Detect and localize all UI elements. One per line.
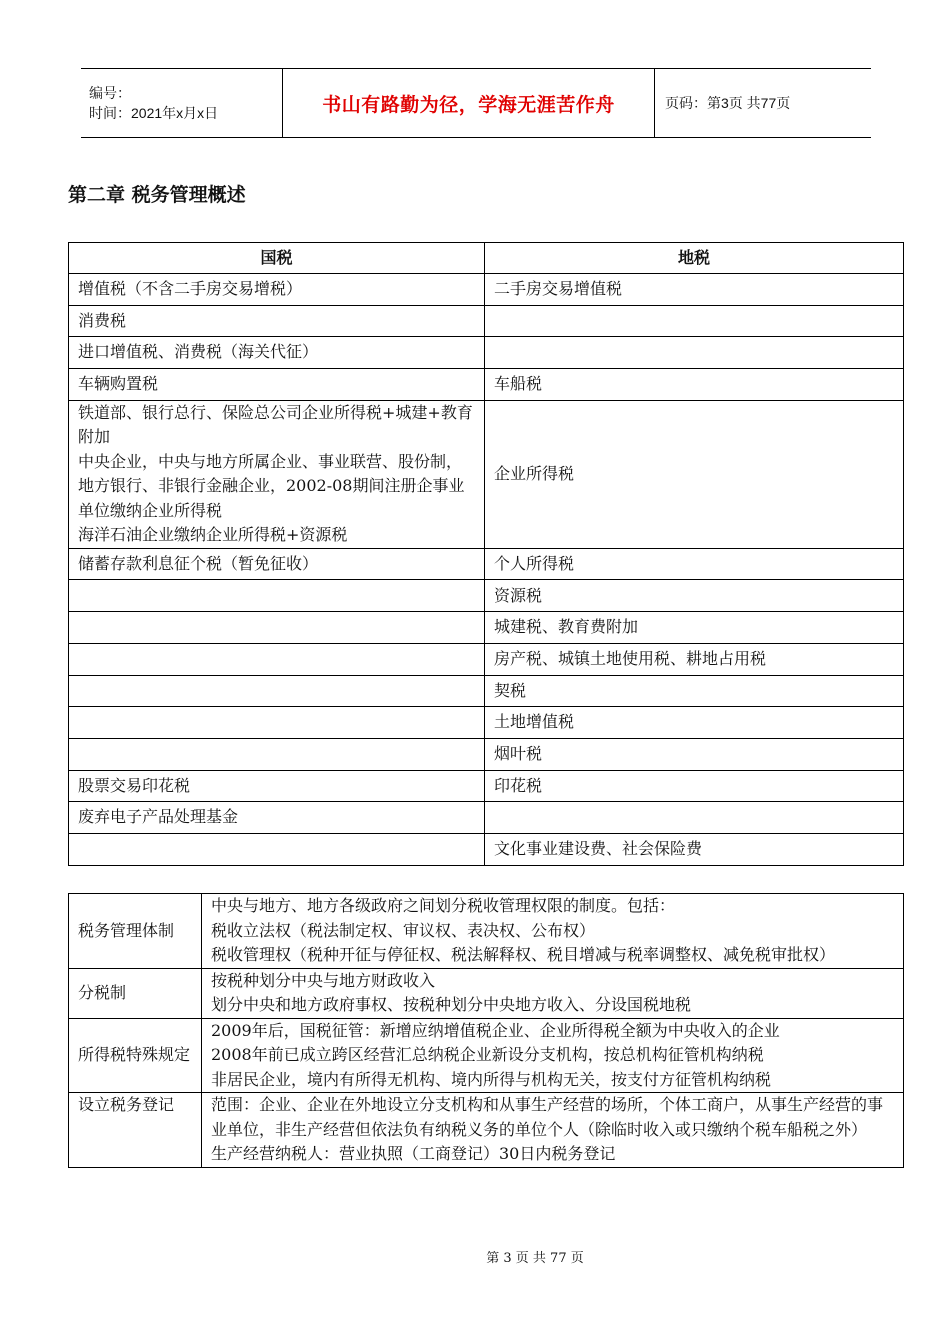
national-tax-cell: 股票交易印花税 xyxy=(69,770,485,802)
local-tax-cell xyxy=(485,305,904,337)
local-tax-cell xyxy=(485,802,904,834)
page-header xyxy=(81,68,871,138)
table-row xyxy=(69,580,904,612)
national-tax-cell xyxy=(69,707,485,739)
local-tax-cell: 土地增值税 xyxy=(485,707,904,739)
table-row xyxy=(69,369,904,401)
header-meta xyxy=(81,69,283,137)
column-header-local-tax: 地税 xyxy=(485,243,904,274)
table-row xyxy=(69,738,904,770)
header-motto: 书山有路勤为径，学海无涯苦作舟 xyxy=(322,93,615,116)
mgmt-content-cell: 按税种划分中央与地方财政收入 划分中央和地方政府事权、按税种划分中央地方收入、分设国税地税 xyxy=(202,968,904,1018)
local-tax-cell: 资源税 xyxy=(485,580,904,612)
local-tax-cell: 文化事业建设费、社会保险费 xyxy=(485,833,904,865)
table-row xyxy=(69,968,904,1018)
tax-division-table xyxy=(68,242,904,866)
table-row xyxy=(69,707,904,739)
table-row xyxy=(69,894,904,969)
local-tax-cell: 车船税 xyxy=(485,369,904,401)
mgmt-label-cell: 分税制 xyxy=(69,968,202,1018)
column-header-national-tax: 国税 xyxy=(69,243,485,274)
header-date: 时间：2021年x月x日 xyxy=(89,105,219,121)
table-row xyxy=(69,1018,904,1093)
table-row xyxy=(69,274,904,306)
mgmt-content-cell: 2009年后，国税征管：新增应纳增值税企业、企业所得税全额为中央收入的企业 2008年前已成立跨区经营汇总纳税企业新设分支机构，按总机构征管机构纳税 非居民企业，境内有所得无机构、境内所得与机构无关，按支付方征管机构纳税 xyxy=(202,1018,904,1093)
local-tax-cell xyxy=(485,337,904,369)
local-tax-cell: 烟叶税 xyxy=(485,738,904,770)
national-tax-cell: 铁道部、银行总行、保险总公司企业所得税+城建+教育附加 中央企业，中央与地方所属企业、事业联营、股份制，地方银行、非银行金融企业，2002-08期间注册企事业单位缴纳企业所得税 海洋石油企业缴纳企业所得税+资源税 xyxy=(69,400,485,548)
local-tax-cell: 个人所得税 xyxy=(485,548,904,580)
mgmt-label-cell: 税务管理体制 xyxy=(69,894,202,969)
national-tax-cell: 进口增值税、消费税（海关代征） xyxy=(69,337,485,369)
national-tax-cell: 废弃电子产品处理基金 xyxy=(69,802,485,834)
table-row xyxy=(69,400,904,548)
table-row xyxy=(69,833,904,865)
mgmt-content-cell: 范围：企业、企业在外地设立分支机构和从事生产经营的场所，个体工商户，从事生产经营的事业单位，非生产经营但依法负有纳税义务的单位个人（除临时收入或只缴纳个税车船税之外） 生产经营纳税人：营业执照（工商登记）30日内税务登记 xyxy=(202,1093,904,1168)
chapter-title: 第二章 税务管理概述 xyxy=(68,184,246,206)
page-footer: 第 3 页 共 77 页 xyxy=(486,1251,584,1266)
table-header-row xyxy=(69,243,904,274)
local-tax-cell: 契税 xyxy=(485,675,904,707)
national-tax-cell xyxy=(69,833,485,865)
national-tax-cell: 车辆购置税 xyxy=(69,369,485,401)
local-tax-cell: 企业所得税 xyxy=(485,400,904,548)
tax-management-table xyxy=(68,893,904,1168)
local-tax-cell: 房产税、城镇土地使用税、耕地占用税 xyxy=(485,643,904,675)
national-tax-cell xyxy=(69,643,485,675)
mgmt-label-cell: 所得税特殊规定 xyxy=(69,1018,202,1093)
table-row xyxy=(69,1093,904,1168)
national-tax-cell xyxy=(69,580,485,612)
table-row xyxy=(69,675,904,707)
local-tax-cell: 印花税 xyxy=(485,770,904,802)
national-tax-cell: 消费税 xyxy=(69,305,485,337)
header-number: 编号： xyxy=(89,85,131,101)
national-tax-cell: 储蓄存款利息征个税（暂免征收） xyxy=(69,548,485,580)
national-tax-cell xyxy=(69,738,485,770)
table-row xyxy=(69,337,904,369)
table-row xyxy=(69,770,904,802)
local-tax-cell: 二手房交易增值税 xyxy=(485,274,904,306)
table-row xyxy=(69,643,904,675)
mgmt-content-cell: 中央与地方、地方各级政府之间划分税收管理权限的制度。包括： 税收立法权（税法制定权、审议权、表决权、公布权） 税收管理权（税种开征与停征权、税法解释权、税目增减与税率调整权、减免税审批权） xyxy=(202,894,904,969)
table-row xyxy=(69,305,904,337)
table-row xyxy=(69,612,904,644)
mgmt-label-cell: 设立税务登记 xyxy=(69,1093,202,1168)
local-tax-cell: 城建税、教育费附加 xyxy=(485,612,904,644)
national-tax-cell xyxy=(69,612,485,644)
national-tax-cell: 增值税（不含二手房交易增税） xyxy=(69,274,485,306)
header-page-code: 页码：第3页 共77页 xyxy=(665,95,791,111)
table-row xyxy=(69,548,904,580)
national-tax-cell xyxy=(69,675,485,707)
table-row xyxy=(69,802,904,834)
header-motto-cell xyxy=(283,69,655,137)
